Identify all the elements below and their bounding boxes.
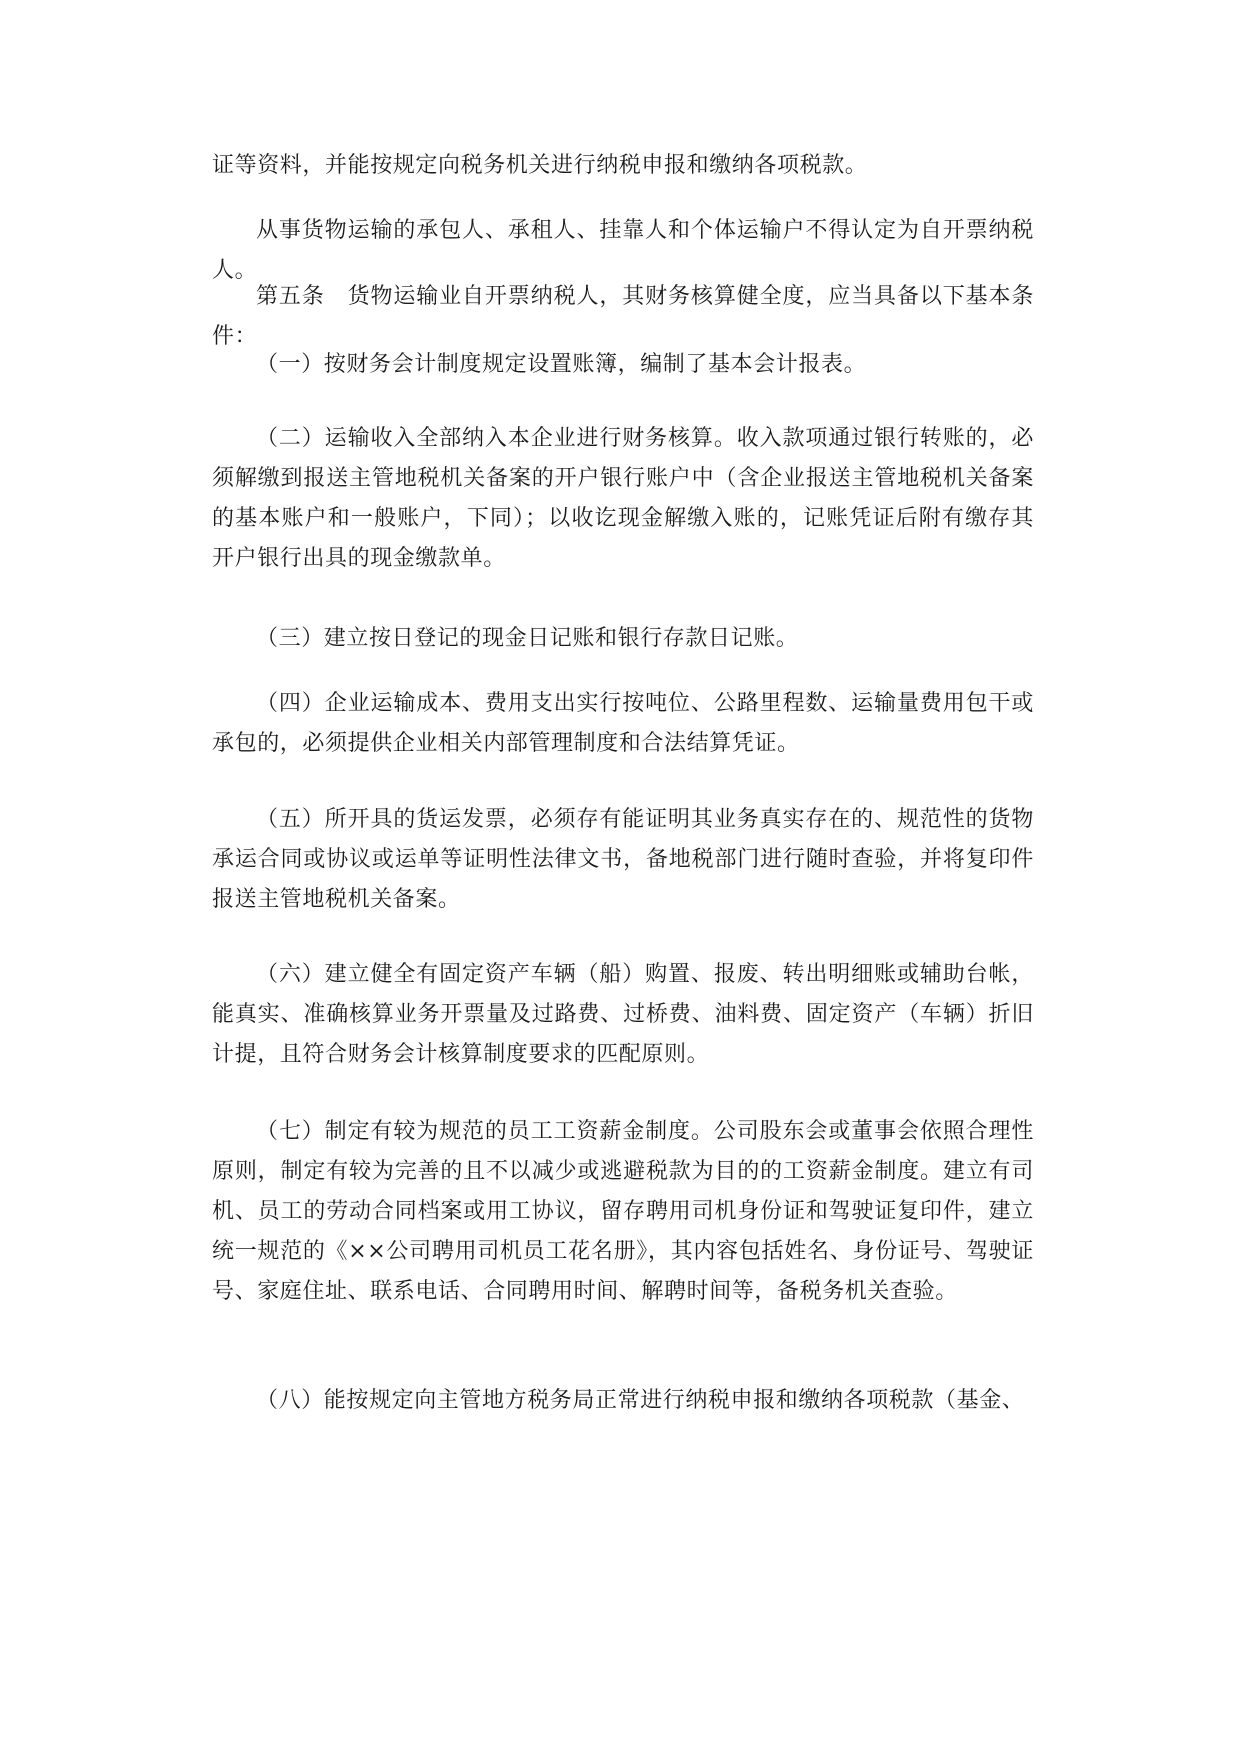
clause-4: （四）企业运输成本、费用支出实行按吨位、公路里程数、运输量费用包干或承包的，必须提供企业相关内部管理制度和合法结算凭证。 <box>212 691 1034 756</box>
clause-3: （三）建立按日登记的现金日记账和银行存款日记账。 <box>256 626 799 651</box>
paragraph-exclusion-rule: 从事货物运输的承包人、承租人、挂靠人和个体运输户不得认定为自开票纳税人。 <box>212 218 1034 283</box>
clause-8: （八）能按规定向主管地方税务局正常进行纳税申报和缴纳各项税款（基金、 <box>256 1388 1025 1413</box>
clause-1: （一）按财务会计制度规定设置账簿，编制了基本会计报表。 <box>256 352 867 377</box>
paragraph-continuation: 证等资料，并能按规定向税务机关进行纳税申报和缴纳各项税款。 <box>212 153 868 178</box>
clause-2: （二）运输收入全部纳入本企业进行财务核算。收入款项通过银行转账的，必须解缴到报送主管地税机关备案的开户银行账户中（含企业报送主管地税机关备案的基本账户和一般账户，下同）；以收讫现金解缴入账的，记账凭证后附有缴存其开户银行出具的现金缴款单。 <box>212 426 1034 571</box>
article-five-heading: 第五条 货物运输业自开票纳税人，其财务核算健全度，应当具备以下基本条件： <box>212 284 1034 349</box>
clause-5: （五）所开具的货运发票，必须存有能证明其业务真实存在的、规范性的货物承运合同或协议或运单等证明性法律文书，备地税部门进行随时查验，并将复印件报送主管地税机关备案。 <box>212 807 1034 912</box>
clause-6: （六）建立健全有固定资产车辆（船）购置、报废、转出明细账或辅助台帐，能真实、准确核算业务开票量及过路费、过桥费、油料费、固定资产（车辆）折旧计提，且符合财务会计核算制度要求的匹配原则。 <box>212 962 1034 1067</box>
clause-7: （七）制定有较为规范的员工工资薪金制度。公司股东会或董事会依照合理性原则，制定有较为完善的且不以减少或逃避税款为目的的工资薪金制度。建立有司机、员工的劳动合同档案或用工协议，留存聘用司机身份证和驾驶证复印件，建立统一规范的《××公司聘用司机员工花名册》，其内容包括姓名、身份证号、驾驶证号、家庭住址、联系电话、合同聘用时间、解聘时间等，备税务机关查验。 <box>212 1119 1034 1304</box>
